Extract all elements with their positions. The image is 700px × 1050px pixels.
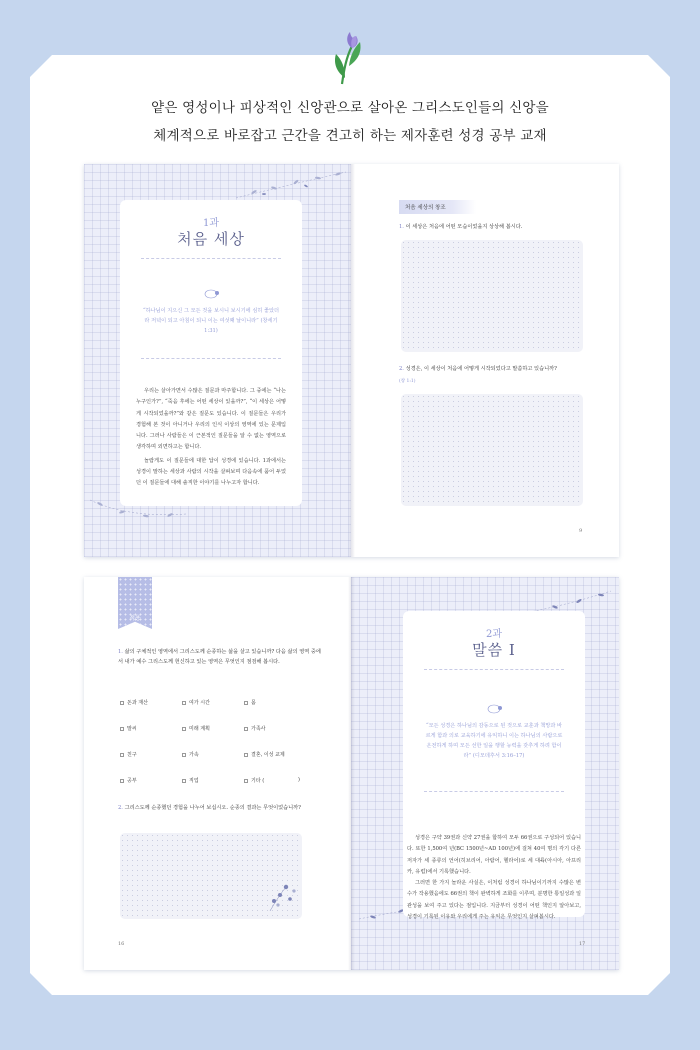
checkbox-option[interactable] (244, 725, 266, 732)
question-text: 이 세상은 처음에 어떤 모습이었을지 상상해 봅시다. (405, 224, 523, 230)
lesson-quote (425, 721, 563, 761)
option-label: 미래 계획 (189, 726, 210, 732)
question-number: 2. (118, 805, 123, 811)
option-close-paren: ) (298, 777, 300, 783)
option-label: 결혼, 이성 교제 (251, 752, 285, 758)
sheep-icon (202, 288, 220, 300)
question-1 (399, 222, 589, 232)
checkbox[interactable] (120, 701, 124, 705)
quote-text: “모든 성경은 하나님의 감동으로 된 것으로 교훈과 책망과 바르게 함과 의로 교육하기에 유익하니 이는 하나님의 사람으로 온전하게 하며 모든 선한 일을 행할 능력을 갖추게 하려 함이라” (425, 723, 563, 759)
answer-box[interactable] (401, 394, 583, 506)
checkbox-option[interactable] (182, 699, 210, 706)
checkbox[interactable] (182, 701, 186, 705)
quote-text: “하나님이 지으신 그 모든 것을 보시니 보시기에 심히 좋았더라 저녁이 되고 아침이 되니 이는 여섯째 날이니라” (142, 308, 280, 324)
scripture-reference: (창 1:1) (399, 379, 416, 384)
lesson-intro-text (136, 386, 286, 490)
headline-line-1: 얕은 영성이나 피상적인 신앙관으로 살아온 그리스도인들의 신앙을 (151, 100, 549, 116)
page-application (84, 577, 351, 970)
page-lesson-1-questions (351, 164, 619, 557)
checkbox[interactable] (244, 727, 248, 731)
headline (30, 94, 670, 150)
checkbox[interactable] (120, 779, 124, 783)
option-label: 말씨 (127, 726, 137, 732)
checkbox-option[interactable] (120, 777, 137, 784)
checkbox-option[interactable] (182, 751, 199, 758)
checkbox[interactable] (120, 753, 124, 757)
tulip-icon (328, 30, 372, 86)
headline-line-2: 체계적으로 바로잡고 근간을 견고히 하는 제자훈련 성경 공부 교재 (153, 128, 547, 144)
option-label: 공부 (127, 778, 137, 784)
checkbox[interactable] (244, 701, 248, 705)
checkbox-option[interactable] (120, 725, 137, 732)
lesson-card (403, 611, 585, 921)
section-tag: 처음 세상의 창조 (399, 200, 476, 214)
question-text: 삶의 구체적인 영역에서 그리스도께 순종하는 삶을 살고 있습니까? 다음 삶의 영역 중에서 내가 예수 그리스도께 헌신하고 있는 영역은 무엇인지 점검해 봅시다. (118, 649, 321, 665)
quote-reference: (창세기 1:31) (204, 318, 278, 334)
application-question-1 (118, 647, 323, 667)
quote-reference: (디모데후서 3:16–17) (472, 753, 525, 759)
checkbox-option[interactable] (182, 725, 210, 732)
checkbox[interactable] (244, 753, 248, 757)
question-number: 1. (399, 224, 404, 230)
checkbox-option[interactable] (244, 699, 256, 706)
book-gutter (348, 164, 355, 557)
checkbox-option[interactable] (182, 777, 199, 784)
lesson-number: 2과 (485, 629, 503, 640)
question-2 (399, 364, 589, 374)
page-number: 9 (579, 528, 583, 534)
option-label: 몸 (251, 700, 256, 706)
checkbox[interactable] (120, 727, 124, 731)
page-number: 17 (579, 941, 586, 947)
paragraph: 성경은 구약 39권과 신약 27권을 합하여 모두 66권으로 구성되어 있습니다. 또한 1,500여 년(BC 1500년~AD 100년)에 걸쳐 40여 명의 각기 다른 저자가 세 종류의 언어(히브리어, 아람어, 헬라어)로 세 대륙(아시아, 아프리카, 유럽)에서 기록했습니다. (407, 835, 581, 875)
book-spread-lesson-2 (84, 577, 619, 970)
page-lesson-1-intro (84, 164, 351, 557)
paragraph: 우리는 살아가면서 수많은 질문과 마주합니다. 그 중에는 “나는 누구인가?”, “죽음 후에는 어떤 세상이 있을까?”, “이 세상은 어떻게 시작되었을까?”와 같은 질문도 있습니다. 이 질문들은 우리가 경험해 본 것이 아니거나 우리의 인식 이상의 영역에 있는 문제입니다. 그러나 사람들은 이 근본적인 질문들을 알 수 없는 영역으로 생각하며 외면하고는 합니다. (136, 388, 286, 451)
ribbon-label: 적용 (129, 615, 141, 622)
sheep-icon (485, 703, 503, 715)
page-number: 16 (118, 941, 125, 947)
option-label: 친구 (127, 752, 137, 758)
book-gutter (348, 577, 355, 970)
checkbox[interactable] (182, 727, 186, 731)
flower-sprig-icon (264, 873, 308, 913)
lesson-number: 1과 (202, 218, 220, 229)
option-label: 돈과 재산 (127, 700, 148, 706)
option-label: 가족사 (251, 726, 266, 732)
divider (141, 358, 281, 359)
question-number: 2. (399, 366, 404, 372)
option-label: 직업 (189, 778, 199, 784)
checkbox-option[interactable] (120, 751, 137, 758)
page-lesson-2-intro (351, 577, 619, 970)
divider (424, 791, 564, 792)
lesson-quote (142, 306, 280, 336)
question-text: 성경은, 이 세상이 처음에 어떻게 시작되었다고 말씀하고 있습니까? (405, 366, 557, 372)
checkbox-option[interactable] (244, 751, 285, 758)
option-label: 여가 시간 (189, 700, 210, 706)
checkbox[interactable] (244, 779, 248, 783)
question-number: 1. (118, 649, 123, 655)
paragraph: 그러면 한 가지 놀라운 사실은, 이처럼 성경이 하나님이기까지 수많은 변수가 작용했음에도 66권의 책이 완벽하게 조화를 이루며, 분명한 통일성과 일관성을 보여 주고 있다는 점입니다. 지금부터 성경이 어떤 책인지 알아보고, 성경이 기록된 이유와 우리에게 주는 유익은 무엇인지 살펴봅시다. (407, 880, 581, 921)
lesson-title: 처음 세상 (177, 230, 245, 248)
question-text: 그리스도께 순종했던 경험을 나누어 보십시오. 순종의 결과는 무엇이었습니까? (124, 805, 301, 811)
checkbox[interactable] (182, 753, 186, 757)
checkbox-option[interactable] (120, 699, 148, 706)
answer-box[interactable] (401, 240, 583, 352)
paragraph: 놀랍게도 이 질문들에 대한 답이 성경에 있습니다. 1과에서는 성경이 말하는 세상과 사람의 시작을 살펴보며 다음속에 품어 두었던 이 질문들에 대해 솔직한 이야기를 나누고자 합니다. (136, 457, 286, 487)
divider (424, 669, 564, 670)
lesson-intro-text (407, 833, 581, 923)
application-question-2 (118, 803, 323, 813)
book-spread-lesson-1 (84, 164, 619, 557)
lesson-title: 말씀 I (472, 641, 516, 659)
divider (141, 258, 281, 259)
lesson-card (120, 200, 302, 506)
checkbox[interactable] (182, 779, 186, 783)
option-label: 가속 (189, 752, 199, 758)
checkbox-option[interactable] (244, 777, 264, 784)
leaf-branch-icon (234, 168, 349, 204)
option-label: 기타 ( (251, 778, 265, 784)
